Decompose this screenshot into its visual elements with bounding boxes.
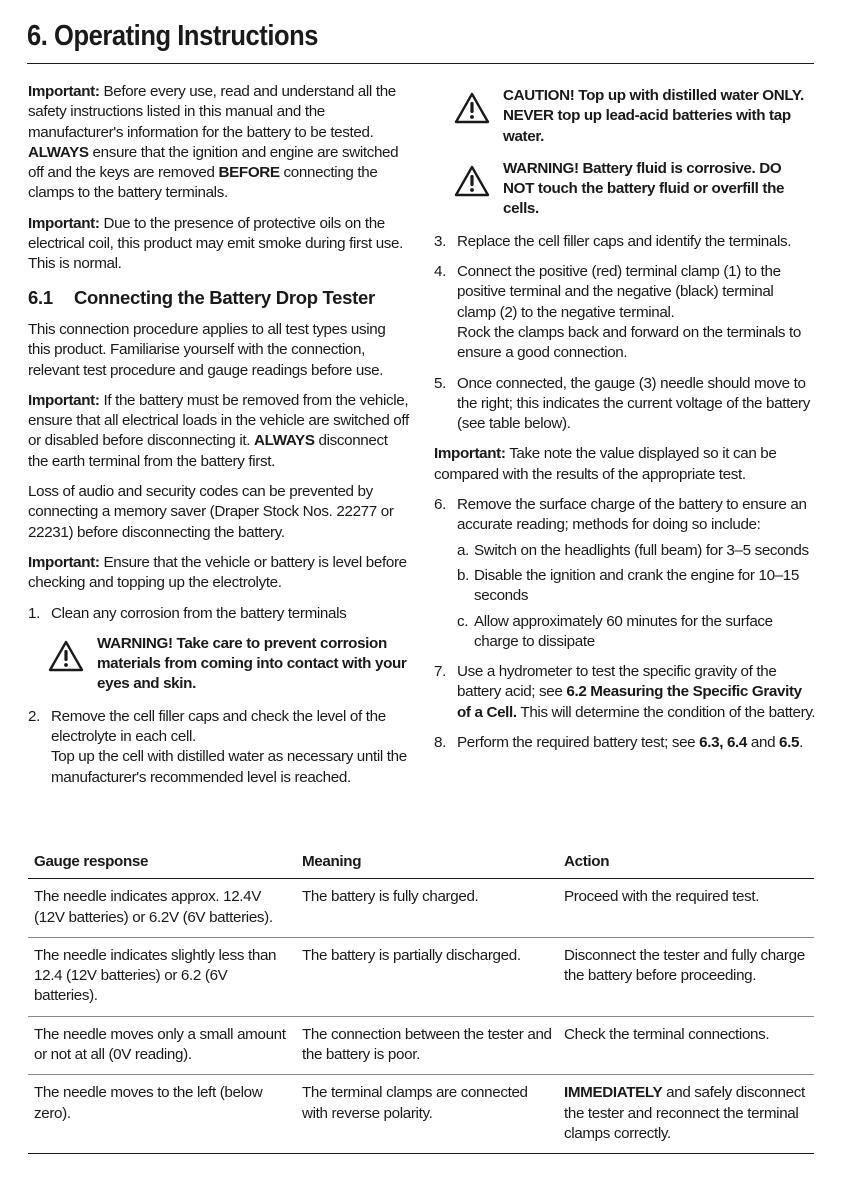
connection-intro: This connection procedure applies to all test types using this product. Familiarise yourself with the connection, relevant test procedure and gauge readings before use. [28,320,386,379]
cell-meaning: The battery is partially discharged. [296,937,558,1016]
cell-response: The needle moves to the left (below zero). [28,1075,296,1154]
header-action: Action [558,849,814,879]
step-5: 5. Once connected, the gauge (3) needle should move to the right; this indicates the current voltage of the battery (see table below). [434,374,810,433]
step-4: 4. Connect the positive (red) terminal clamp (1) to the positive terminal and the negative (black) terminal clamp (2) to the negative terminal. Rock the clamps back and forward on the terminals to ensure a good connection. [434,263,801,362]
important-note-level: Important: Ensure that the vehicle or battery is level before checking and topping up the electrolyte. [28,553,407,592]
gauge-response-table [28,849,814,1154]
table-row [28,1075,814,1154]
section-heading: 6.1 Connecting the Battery Drop Tester [28,286,375,308]
title-divider [27,63,814,64]
step-1: 1. Clean any corrosion from the battery terminals [28,604,347,622]
cell-meaning: The terminal clamps are connected with reverse polarity. [296,1075,558,1154]
cell-response: The needle indicates slightly less than 12.4 (12V batteries) or 6.2 (6V batteries). [28,937,296,1016]
warning-battery-fluid: WARNING! Battery fluid is corrosive. DO NOT touch the battery fluid or overfill the cells. [434,159,816,220]
step-7: 7. Use a hydrometer to test the specific gravity of the battery acid; see 6.2 Measuring the Specific Gravity of a Cell. This will determine the condition of the battery. [434,663,816,721]
caution-distilled-water: CAUTION! Top up with distilled water ONLY. NEVER top up lead-acid batteries with tap water. [434,86,816,147]
warning-corrosion: WARNING! Take care to prevent corrosion materials from coming into contact with your eyes and skin. [28,634,410,695]
table-row [28,937,814,1016]
important-note-smoke: Important: Due to the presence of protective oils on the electrical coil, this product may emit smoke during first use. This is normal. [28,214,404,273]
step-6: 6. Remove the surface charge of the battery to ensure an accurate reading; methods for doing so include: [434,496,807,534]
warning-triangle-icon [48,640,84,672]
cell-action: Check the terminal connections. [558,1016,814,1075]
important-note-removal: Important: If the battery must be removed from the vehicle, ensure that all electrical loads in the vehicle are switched off or disabled before disconnecting it. ALWAYS disconnect the earth terminal from the battery first. [28,391,409,470]
step-8: 8. Perform the required battery test; see 6.3, 6.4 and 6.5. [434,734,803,752]
left-column [28,82,410,798]
table-row [28,1016,814,1075]
step-2: 2. Remove the cell filler caps and check the level of the electrolyte in each cell. Top up the cell with distilled water as necessary until the manufacturer's recommended level is reached. [28,707,407,786]
important-note-safety: Important: Before every use, read and understand all the safety instructions listed in this manual and the manufacturer's information for the battery to be tested. ALWAYS ensure that the ignition and engine are switched off and the keys are removed BEFORE connecting the clamps to the battery terminals. [28,83,399,202]
header-meaning: Meaning [296,849,558,879]
cell-meaning: The connection between the tester and the battery is poor. [296,1016,558,1075]
step-6a: a. Switch on the headlights (full beam) for 3–5 seconds [457,541,809,559]
cell-action: Disconnect the tester and fully charge the battery before proceeding. [558,937,814,1016]
table-row [28,879,814,938]
step-6b: b. Disable the ignition and crank the engine for 10–15 seconds [457,566,799,605]
warning-triangle-icon [454,92,490,124]
cell-response: The needle moves only a small amount or not at all (0V reading). [28,1016,296,1075]
step-3: 3. Replace the cell filler caps and identify the terminals. [434,232,792,250]
warning-triangle-icon [454,165,490,197]
memory-saver-note: Loss of audio and security codes can be prevented by connecting a memory saver (Draper Stock Nos. 22277 or 22231) before disconnecting the battery. [28,483,394,541]
right-column [434,82,816,763]
important-note-value: Important: Take note the value displayed so it can be compared with the results of the appropriate test. [434,445,777,483]
cell-action: Proceed with the required test. [558,879,814,938]
page-title: 6. Operating Instructions [27,20,319,52]
cell-action: IMMEDIATELY and safely disconnect the tester and reconnect the terminal clamps correctly. [558,1075,814,1154]
step-6c: c. Allow approximately 60 minutes for the surface charge to dissipate [457,612,773,650]
cell-response: The needle indicates approx. 12.4V (12V batteries) or 6.2V (6V batteries). [28,879,296,938]
header-gauge-response: Gauge response [28,849,296,879]
cell-meaning: The battery is fully charged. [296,879,558,938]
